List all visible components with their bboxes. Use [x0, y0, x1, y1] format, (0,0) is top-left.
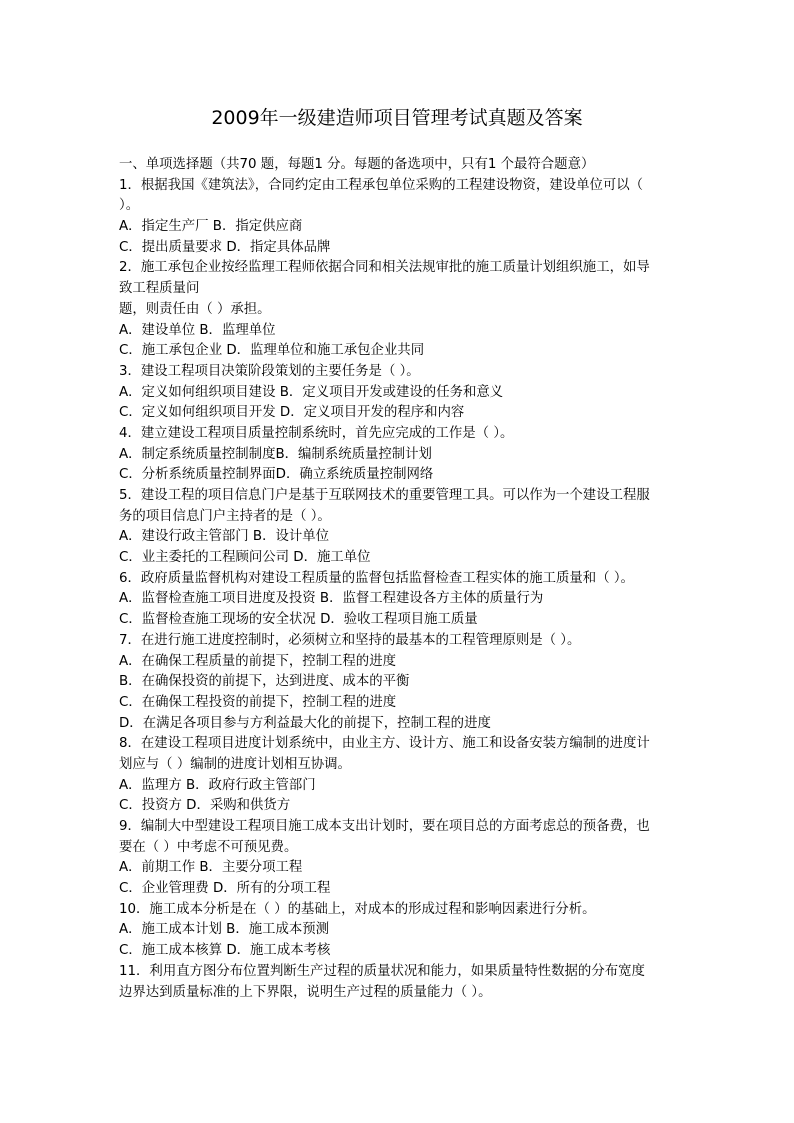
- text-line: 题，则责任由（ ）承担。: [119, 301, 271, 317]
- text-line: ）。: [119, 198, 140, 214]
- text-line: C．业主委托的工程顾问公司 D．施工单位: [119, 550, 371, 566]
- document-title: 2009年一级建造师项目管理考试真题及答案: [211, 107, 583, 129]
- text-line: C．企业管理费 D．所有的分项工程: [119, 881, 331, 897]
- document-body: [119, 155, 687, 1003]
- text-line: C．投资方 D．采购和供货方: [119, 798, 291, 814]
- text-line: C．施工承包企业 D．监理单位和施工承包企业共同: [119, 343, 425, 359]
- text-line: A．在确保工程质量的前提下，控制工程的进度: [119, 653, 396, 669]
- text-line: 务的项目信息门户主持者的是（ ）。: [119, 508, 331, 524]
- text-line: 划应与（ ）编制的进度计划相互协调。: [119, 756, 351, 772]
- text-line: 6．政府质量监督机构对建设工程质量的监督包括监督检查工程实体的施工质量和（ ）。: [119, 570, 634, 586]
- text-line: 1．根据我国《建筑法》，合同约定由工程承包单位采购的工程建设物资，建设单位可以（: [119, 177, 644, 193]
- text-line: 7．在进行施工进度控制时，必须树立和坚持的最基本的工程管理原则是（ ）。: [119, 632, 581, 648]
- text-line: A．施工成本计划 B．施工成本预测: [119, 922, 330, 938]
- text-line: C．分析系统质量控制界面D．确立系统质量控制网络: [119, 467, 434, 483]
- text-line: C．定义如何组织项目开发 D．定义项目开发的程序和内容: [119, 405, 465, 421]
- text-line: 边界达到质量标准的上下界限，说明生产过程的质量能力（ ）。: [119, 984, 492, 1000]
- text-line: A．建设行政主管部门 B．设计单位: [119, 529, 330, 545]
- text-line: C．提出质量要求 D．指定具体品牌: [119, 239, 331, 255]
- text-line: 10．施工成本分析是在（ ）的基础上，对成本的形成过程和影响因素进行分析。: [119, 901, 596, 917]
- text-line: A．前期工作 B．主要分项工程: [119, 860, 303, 876]
- text-line: A．建设单位 B．监理单位: [119, 322, 276, 338]
- text-line: 2．施工承包企业按经监理工程师依据合同和相关法规审批的施工质量计划组织施工，如导: [119, 260, 650, 276]
- text-line: 3．建设工程项目决策阶段策划的主要任务是（ ）。: [119, 363, 420, 379]
- text-line: 5．建设工程的项目信息门户是基于互联网技术的重要管理工具。可以作为一个建设工程服: [119, 488, 650, 503]
- text-line: 4．建立建设工程项目质量控制系统时，首先应完成的工作是（ ）。: [119, 425, 514, 441]
- text-line: 9．编制大中型建设工程项目施工成本支出计划时，要在项目总的方面考虑总的预备费，也: [119, 819, 650, 834]
- text-line: 11．利用直方图分布位置判断生产过程的质量状况和能力，如果质量特性数据的分布宽度: [119, 963, 645, 979]
- text-line: C．监督检查施工现场的安全状况 D．验收工程项目施工质量: [119, 612, 478, 628]
- text-line: D．在满足各项目参与方利益最大化的前提下，控制工程的进度: [119, 715, 491, 731]
- text-line: A．定义如何组织项目建设 B．定义项目开发或建设的任务和意义: [119, 384, 504, 400]
- text-line: 要在（ ）中考虑不可预见费。: [119, 839, 298, 855]
- text-line: 致工程质量问: [119, 281, 200, 297]
- text-line: C．施工成本核算 D．施工成本考核: [119, 943, 331, 959]
- text-line: A．监督检查施工项目进度及投资 B．监督工程建设各方主体的质量行为: [119, 591, 544, 607]
- text-line: A．监理方 B．政府行政主管部门: [119, 777, 316, 793]
- text-line: A．制定系统质量控制制度B．编制系统质量控制计划: [119, 446, 432, 462]
- text-line: A．指定生产厂 B．指定供应商: [119, 219, 303, 235]
- text-line: 8．在建设工程项目进度计划系统中，由业主方、设计方、施工和设备安装方编制的进度计: [119, 736, 650, 752]
- text-line: B．在确保投资的前提下，达到进度、成本的平衡: [119, 674, 410, 690]
- text-line: 一、单项选择题（共70 题，每题1 分。每题的备选项中，只有1 个最符合题意）: [119, 157, 595, 172]
- text-line: C．在确保工程投资的前提下，控制工程的进度: [119, 694, 397, 710]
